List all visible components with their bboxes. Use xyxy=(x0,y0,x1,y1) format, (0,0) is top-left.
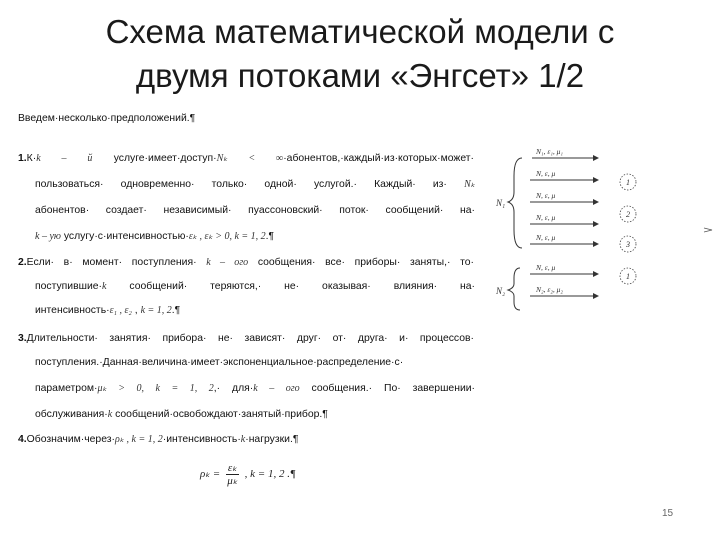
server-number: 1 xyxy=(626,178,630,187)
servers xyxy=(620,174,636,284)
slide-title xyxy=(0,10,720,98)
item-4-line-1: 4.Обозначим·через·ρₖ , k = 1, 2·интенсивность·k·нагрузки.¶ xyxy=(18,434,299,445)
flow-label: N, ε, μ xyxy=(536,233,556,242)
server-number: 2 xyxy=(626,210,630,219)
flow-label: N, ε, μ xyxy=(536,191,556,200)
group-2-brace xyxy=(508,268,520,310)
page-number: 15 xyxy=(662,508,674,519)
item-2-line-2: поступившие·k сообщений· теряются,· не· оказывая· влияния· на· xyxy=(35,281,475,292)
group-1-arrows xyxy=(530,147,598,244)
item-1-line-3: абонентов· создает· независимый· пуассоновский· поток· сообщений· на· xyxy=(35,205,475,216)
slide-title-line2: двумя потоками «Энгсет» 1/2 xyxy=(135,57,585,94)
flow-label: N₁, ε₁, μ₁ xyxy=(536,147,564,156)
item-1-line-2: пользоваться· одновременно· только· одной· услугой.· Каждый· из· Nₖ xyxy=(35,179,475,190)
item-2-line-1: 2.Если· в· момент· поступления· k – ого сообщения· все· приборы· заняты,· то· xyxy=(18,257,474,268)
formula-fraction: $\frac{\text{εₖ}}{\text{μₖ}}$ xyxy=(227,462,238,487)
group-2-arrows xyxy=(530,263,598,296)
flow-label: N, ε, μ xyxy=(536,263,556,272)
item-2-line-3: интенсивность·ε₁ , ε₂ , k = 1, 2.¶ xyxy=(35,305,181,316)
item-3-line-4: обслуживания·k сообщений·освобождают·занятый·прибор.¶ xyxy=(35,409,328,420)
edge-arrow-mark xyxy=(704,228,712,232)
item-1-line-4: k – ую услугу·с·интенсивностью·εₖ , εₖ > 0, k = 1, 2.¶ xyxy=(35,231,275,242)
item-3-line-2: поступления.·Данная·величина·имеет·экспоненциальное·распределение·с· xyxy=(35,357,404,368)
flow-label: N, ε, μ xyxy=(536,213,556,222)
group-2-label: N₂ xyxy=(496,286,506,296)
item-3-line-3: параметром·μₖ > 0, k = 1, 2,· для·k – ого сообщения.· По· завершении· xyxy=(35,383,476,394)
server-number: 3 xyxy=(626,240,630,249)
item-1-line-1: 1.К·k – й услуге·имеет·доступ·Nₖ < ∞·абонентов,·каждый·из·которых·может· xyxy=(18,153,474,164)
slide-title-line1: Схема математической модели с xyxy=(105,13,615,50)
queue-diagram xyxy=(490,136,720,312)
flow-label: N₂, ε₂, μ₂ xyxy=(536,285,564,294)
intro-text: Введем·несколько·предположений.¶ xyxy=(18,113,196,124)
flow-label: N, ε, μ xyxy=(536,169,556,178)
item-3-line-1: 3.Длительности· занятия· прибора· не· зависят· друг· от· друга· и· процессов· xyxy=(18,333,474,344)
load-formula: ρₖ = $\frac{\text{εₖ}}{\text{μₖ}}$ , k = 1, 2 .¶ xyxy=(200,462,296,487)
group-1-label: N₁ xyxy=(496,198,506,208)
group-1-brace xyxy=(508,158,522,248)
server-number: 1 xyxy=(626,272,630,281)
